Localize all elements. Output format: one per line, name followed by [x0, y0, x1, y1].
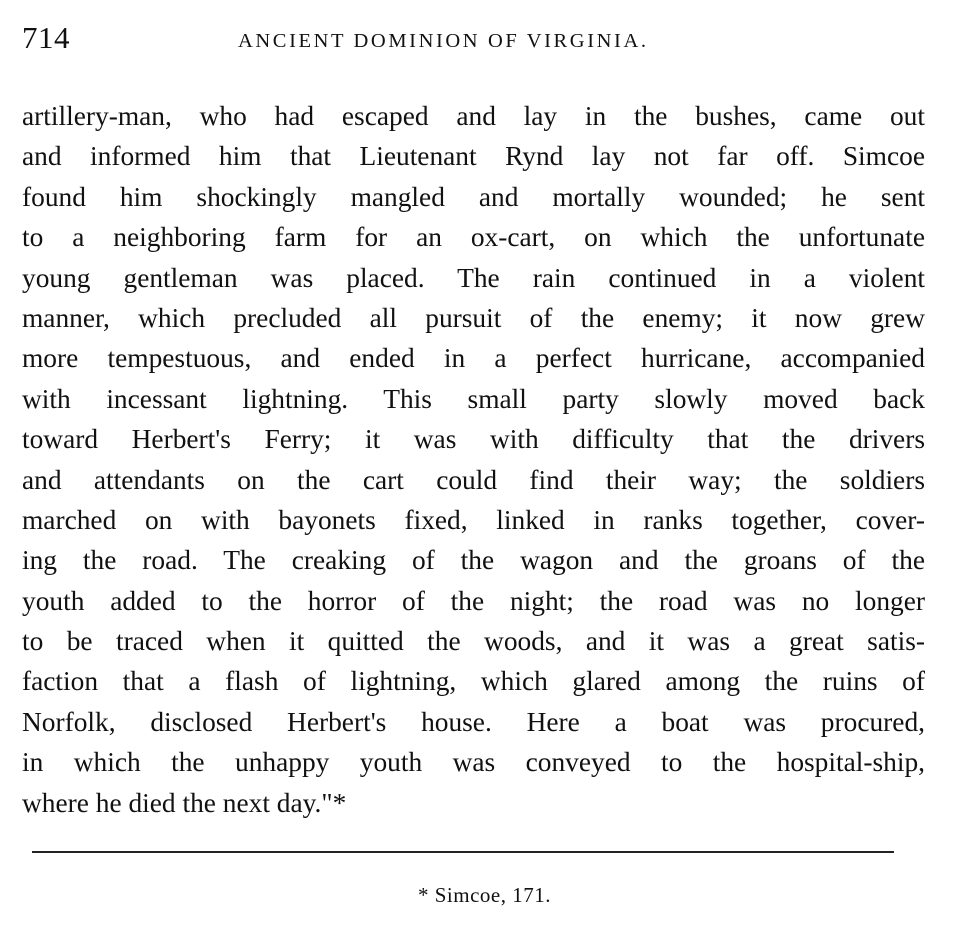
text-line: Norfolk, disclosed Herbert's house. Here a boat was procured,: [22, 706, 925, 737]
text-line: young gentleman was placed. The rain continued in a violent: [22, 262, 925, 293]
page-number: 714: [22, 20, 70, 55]
text-line: manner, which precluded all pursuit of the enemy; it now grew: [22, 302, 925, 333]
text-line: to be traced when it quitted the woods, and it was a great satis-: [22, 626, 925, 657]
text-line: with incessant lightning. This small party slowly moved back: [22, 383, 925, 414]
text-line: in which the unhappy youth was conveyed to the hospital-ship,: [22, 747, 925, 778]
text-line: ing the road. The creaking of the wagon and the groans of the: [22, 545, 925, 576]
text-line: toward Herbert's Ferry; it was with difficulty that the drivers: [22, 424, 925, 455]
text-line: to a neighboring farm for an ox-cart, on which the unfortunate: [22, 222, 925, 253]
text-line: artillery-man, who had escaped and lay in the bushes, came out: [22, 101, 925, 131]
page-header: [22, 18, 922, 58]
text-line: and informed him that Lieutenant Rynd lay not far off. Simcoe: [22, 141, 925, 172]
footnote: * Simcoe, 171.: [418, 883, 551, 907]
text-line: marched on with bayonets fixed, linked in ranks together, cover-: [22, 504, 925, 535]
text-line: and attendants on the cart could find their way; the soldiers: [22, 464, 925, 495]
running-title: ANCIENT DOMINION OF VIRGINIA.: [238, 30, 649, 52]
text-line: faction that a flash of lightning, which glared among the ruins of: [22, 666, 925, 697]
text-line: found him shockingly mangled and mortally wounded; he sent: [22, 181, 925, 212]
body-text: [22, 96, 925, 823]
text-line: more tempestuous, and ended in a perfect hurricane, accompanied: [22, 343, 925, 374]
text-line: youth added to the horror of the night; the road was no longer: [22, 585, 925, 616]
footnote-divider: [32, 851, 894, 853]
text-line: where he died the next day."*: [22, 787, 347, 818]
